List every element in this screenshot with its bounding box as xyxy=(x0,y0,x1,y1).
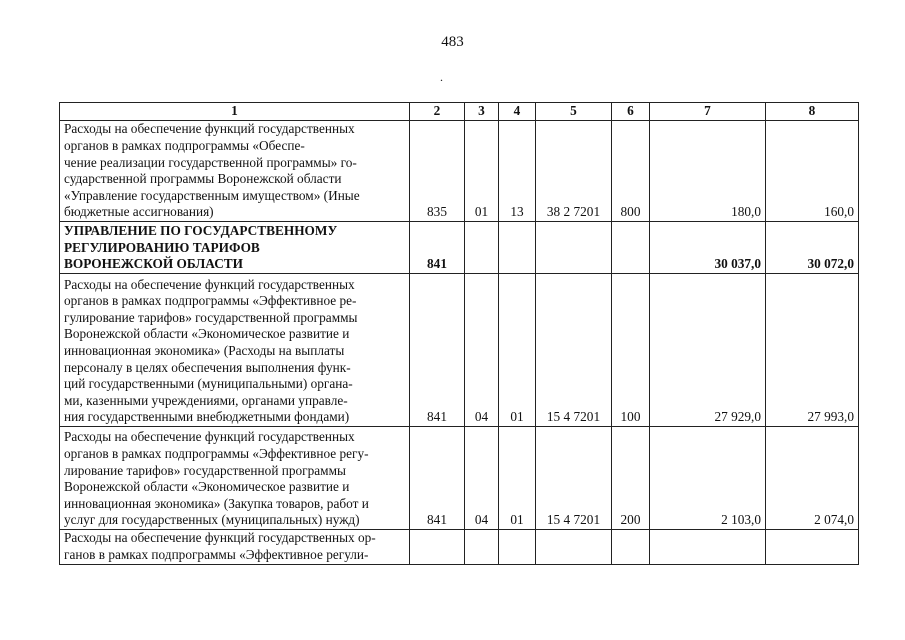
section-code: 04 xyxy=(465,274,499,427)
description-line: инновационная экономика» (Расходы на выплаты xyxy=(64,343,345,359)
description-line: лирование тарифов» государственной программы xyxy=(64,462,346,478)
section-code xyxy=(465,530,499,565)
expense-type-code: 100 xyxy=(612,274,650,427)
description-line: РЕГУЛИРОВАНИЮ ТАРИФОВ xyxy=(64,239,260,255)
section-code: 04 xyxy=(465,427,499,530)
description-line: чение реализации государственной программы» го- xyxy=(64,154,357,170)
column-header: 3 xyxy=(465,103,499,121)
amount-year-2: 2 074,0 xyxy=(766,427,859,530)
description-line: персоналу в целях обеспечения выполнения функ- xyxy=(64,359,351,375)
subsection-code xyxy=(499,530,536,565)
expense-type-code xyxy=(612,530,650,565)
table-row xyxy=(60,222,859,274)
description-line: «Управление государственным имуществом» (Иные xyxy=(64,187,360,203)
amount-year-1: 2 103,0 xyxy=(650,427,766,530)
description-line: Расходы на обеспечение функций государственных xyxy=(64,429,355,445)
section-code xyxy=(465,222,499,274)
column-header: 6 xyxy=(612,103,650,121)
target-article-code xyxy=(536,222,612,274)
column-header: 1 xyxy=(60,103,410,121)
column-header: 5 xyxy=(536,103,612,121)
table-row xyxy=(60,427,859,530)
budget-table xyxy=(59,102,859,565)
table-header-row xyxy=(60,103,859,121)
row-description xyxy=(60,530,410,565)
description-line: сударственной программы Воронежской области xyxy=(64,171,342,187)
table-row xyxy=(60,121,859,222)
row-description xyxy=(60,274,410,427)
page-number: 483 xyxy=(441,34,464,50)
amount-year-2: 30 072,0 xyxy=(766,222,859,274)
subsection-code xyxy=(499,222,536,274)
description-line: услуг для государственных (муниципальных) нужд) xyxy=(64,512,360,528)
table-row xyxy=(60,274,859,427)
amount-year-2: 160,0 xyxy=(766,121,859,222)
column-header: 8 xyxy=(766,103,859,121)
description-line: инновационная экономика» (Закупка товаров, работ и xyxy=(64,495,369,511)
row-description xyxy=(60,121,410,222)
description-line: органов в рамках подпрограммы «Эффективное регу- xyxy=(64,446,369,462)
column-header: 4 xyxy=(499,103,536,121)
description-line: гулирование тарифов» государственной программы xyxy=(64,309,358,325)
section-code: 01 xyxy=(465,121,499,222)
description-line: ганов в рамках подпрограммы «Эффективное регули- xyxy=(64,546,369,562)
expense-type-code: 800 xyxy=(612,121,650,222)
description-line: Воронежской области «Экономическое развитие и xyxy=(64,479,350,495)
column-header: 2 xyxy=(410,103,465,121)
description-line: УПРАВЛЕНИЕ ПО ГОСУДАРСТВЕННОМУ xyxy=(64,223,338,239)
description-line: Расходы на обеспечение функций государственных xyxy=(64,121,355,137)
ministry-code: 841 xyxy=(410,427,465,530)
description-line: органов в рамках подпрограммы «Эффективное ре- xyxy=(64,293,357,309)
target-article-code xyxy=(536,530,612,565)
subsection-code: 01 xyxy=(499,427,536,530)
description-line: бюджетные ассигнования) xyxy=(64,204,214,220)
target-article-code: 15 4 7201 xyxy=(536,427,612,530)
amount-year-1: 180,0 xyxy=(650,121,766,222)
column-header: 7 xyxy=(650,103,766,121)
description-line: ния государственными внебюджетными фондами) xyxy=(64,409,350,425)
description-line: органов в рамках подпрограммы «Обеспе- xyxy=(64,138,305,154)
amount-year-1 xyxy=(650,530,766,565)
amount-year-2: 27 993,0 xyxy=(766,274,859,427)
description-line: ций государственными (муниципальными) органа- xyxy=(64,376,353,392)
expense-type-code: 200 xyxy=(612,427,650,530)
row-description xyxy=(60,222,410,274)
target-article-code: 15 4 7201 xyxy=(536,274,612,427)
row-description xyxy=(60,427,410,530)
ministry-code: 835 xyxy=(410,121,465,222)
description-line: Расходы на обеспечение функций государственных xyxy=(64,276,355,292)
subsection-code: 01 xyxy=(499,274,536,427)
ministry-code xyxy=(410,530,465,565)
description-line: ми, казенными учреждениями, органами управле- xyxy=(64,392,348,408)
description-line: Воронежской области «Экономическое развитие и xyxy=(64,326,350,342)
amount-year-2 xyxy=(766,530,859,565)
description-line: Расходы на обеспечение функций государственных ор- xyxy=(64,530,376,545)
ministry-code: 841 xyxy=(410,222,465,274)
subsection-code: 13 xyxy=(499,121,536,222)
amount-year-1: 27 929,0 xyxy=(650,274,766,427)
ministry-code: 841 xyxy=(410,274,465,427)
description-line: ВОРОНЕЖСКОЙ ОБЛАСТИ xyxy=(64,256,244,272)
expense-type-code xyxy=(612,222,650,274)
stray-mark: . xyxy=(440,70,443,84)
table-row xyxy=(60,530,859,565)
target-article-code: 38 2 7201 xyxy=(536,121,612,222)
amount-year-1: 30 037,0 xyxy=(650,222,766,274)
